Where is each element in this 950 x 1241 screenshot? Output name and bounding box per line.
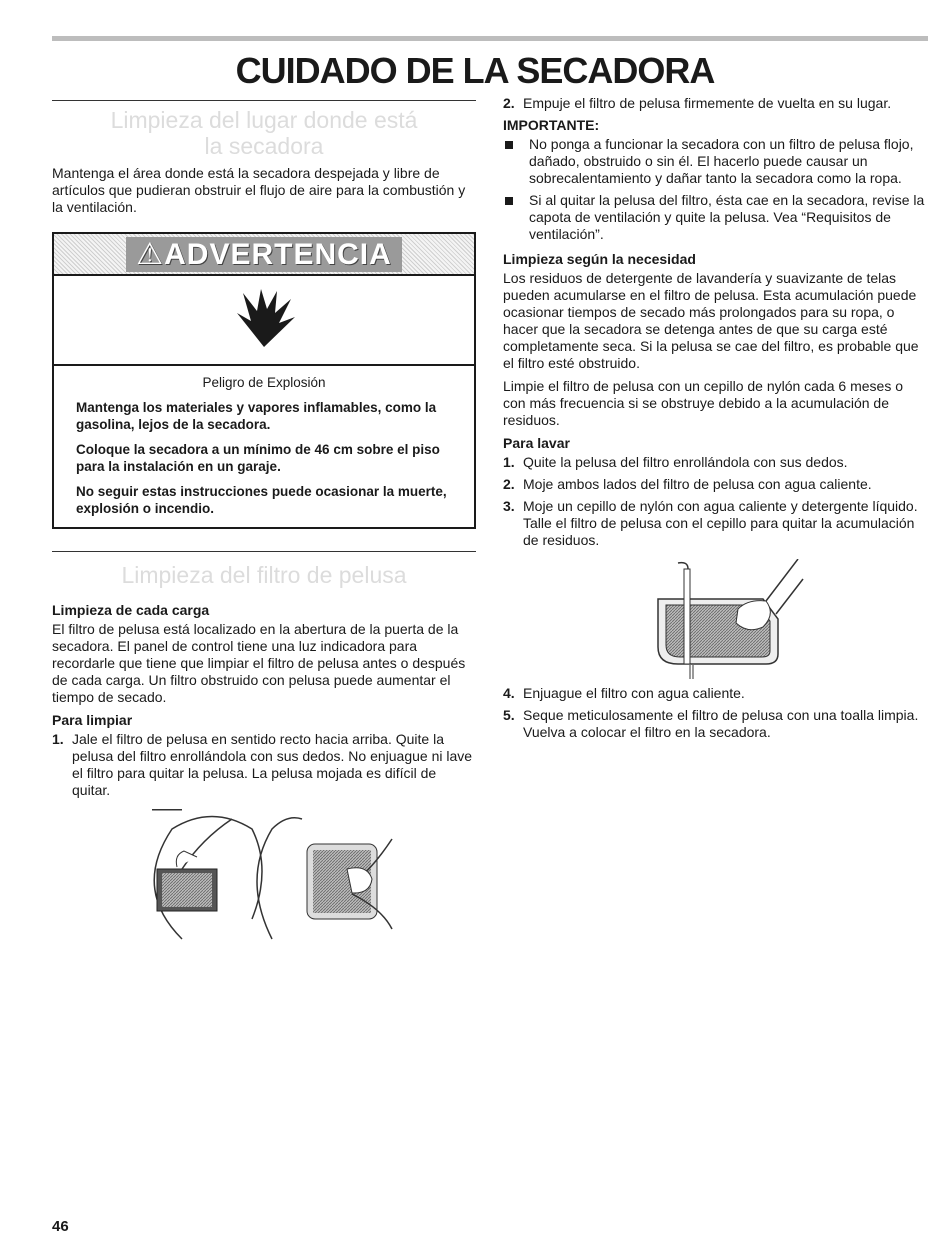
list-item: 2. Empuje el filtro de pelusa firmemente de vuelta en su lugar. [503,95,892,111]
warning-banner [54,234,474,276]
list-item: 3. Moje un cepillo de nylón con agua caliente y detergente líquido. Talle el filtro de pelusa con el cepillo para quitar la acumulación de residuos. [503,498,918,548]
subheading-to-wash: Para lavar [503,435,570,451]
final-steps [503,685,928,741]
explosion-icon [54,276,474,366]
bullet-icon [505,197,513,205]
paragraph-as-needed-2: Limpie el filtro de pelusa con un cepillo de nylón cada 6 meses o con más frecuencia si se obstruye debido a la acumulación de residuos. [503,378,904,428]
subheading-to-clean: Para limpiar [52,712,133,728]
important-label: IMPORTANTE: [503,117,600,133]
list-item: 5. Seque meticulosamente el filtro de pelusa con una toalla limpia. Vuelva a colocar el filtro en la secadora. [503,707,919,740]
filter-washing-illustration [648,559,808,679]
left-column [52,100,476,949]
important-bullets [503,136,928,243]
section-heading-lint-filter: Limpieza del filtro de pelusa [121,562,407,588]
paragraph-each-load: El filtro de pelusa está localizado en la abertura de la puerta de la secadora. El panel de control tiene una luz indicadora para recordarle que tiene que limpiar el filtro de pelusa antes o después de cada carga. Un filtro obstruido con pelusa puede aumentar el tiempo de secado. [52,621,466,705]
warning-banner-text: ⚠ADVERTENCIA [126,237,402,272]
list-item: 1. Quite la pelusa del filtro enrollándola con sus dedos. [503,454,848,470]
paragraph-dryer-location: Mantenga el área donde está la secadora despejada y libre de artículos que pudieran obstruir el flujo de aire para la combustión y la ventilación. [52,165,466,215]
warning-hazard: Peligro de Explosión [202,375,326,390]
list-item: 1. Jale el filtro de pelusa en sentido recto hacia arriba. Quite la pelusa del filtro enrollándola con sus dedos. No enjuague ni lave el filtro para quitar la pelusa. La pelusa mojada es difícil de quitar. [52,731,473,798]
list-item: Si al quitar la pelusa del filtro, ésta cae en la secadora, revise la capota de ventilación y quite la pelusa. Vea “Requisitos de ventilación”. [503,192,928,243]
warning-box [52,232,476,529]
subheading-as-needed: Limpieza según la necesidad [503,251,696,267]
warning-body [54,366,474,527]
bullet-icon [505,141,513,149]
list-item: 2. Moje ambos lados del filtro de pelusa con agua caliente. [503,476,872,492]
list-item: 4. Enjuague el filtro con agua caliente. [503,685,745,701]
clean-steps [52,731,476,799]
warning-text-3: No seguir estas instrucciones puede ocasionar la muerte, explosión o incendio. [76,484,447,516]
clean-steps-continued [503,95,928,112]
section-divider [52,100,476,101]
warning-text-1: Mantenga los materiales y vapores inflamables, como la gasolina, lejos de la secadora. [76,400,437,432]
subheading-each-load: Limpieza de cada carga [52,602,210,618]
dryer-filter-removal-illustration [122,809,422,949]
top-rule [52,36,928,41]
warning-text-2: Coloque la secadora a un mínimo de 46 cm sobre el piso para la instalación en un garaje. [76,442,440,474]
wash-steps [503,454,928,549]
section-heading-dryer-location: Limpieza del lugar donde está la secadora [110,107,418,159]
list-item: No ponga a funcionar la secadora con un filtro de pelusa flojo, dañado, obstruido o sin él. El hacerlo puede causar un sobrecalentamiento y dañar tanto la secadora como la ropa. [503,136,928,187]
section-divider [52,551,476,552]
page-title: CUIDADO DE LA SECADORA [235,50,715,91]
paragraph-as-needed-1: Los residuos de detergente de lavandería y suavizante de telas pueden acumularse en el filtro de pelusa. Esta acumulación puede ocasionar tiempos de secado más prolongados para su ropa, o hacer que la secadora se detenga antes de que su carga esté completamente seca. Si la pelusa se cae del filtro, es probable que el filtro esté obstruido. [503,270,919,371]
right-column [503,95,928,746]
page-number: 46 [52,1218,69,1235]
